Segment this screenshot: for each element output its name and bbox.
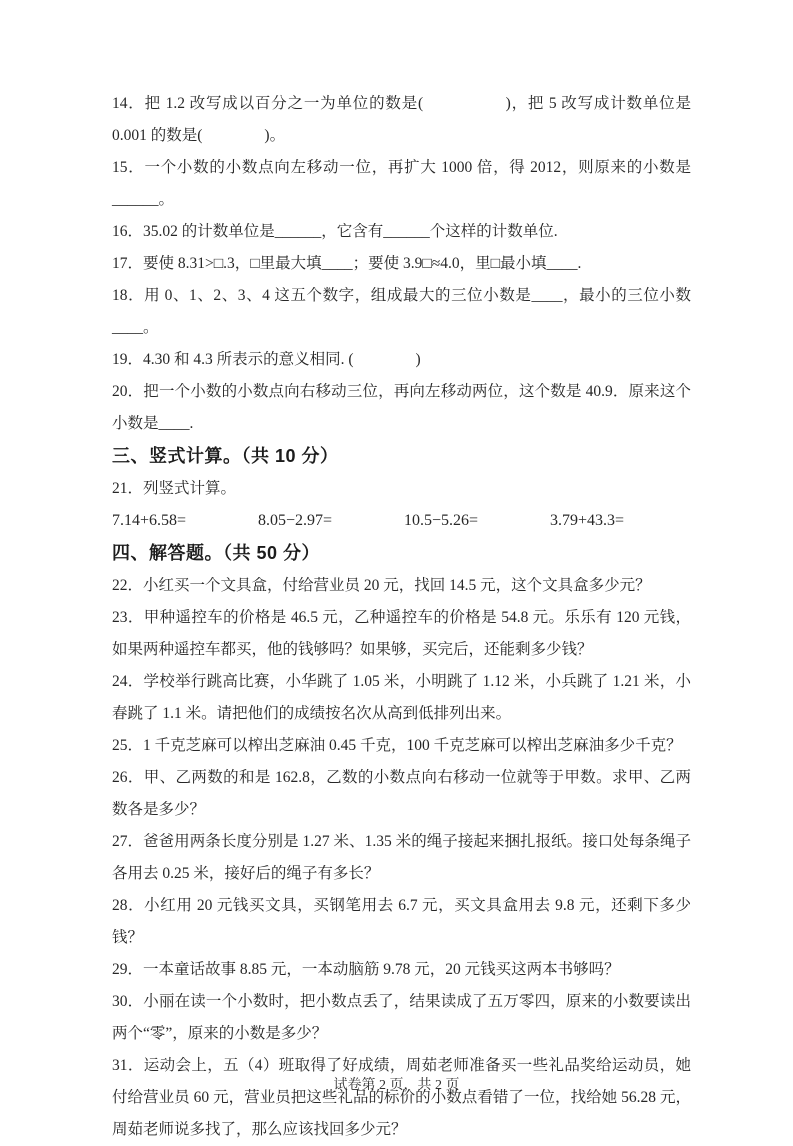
section-3-heading: 三、竖式计算。（共 10 分） — [112, 446, 339, 466]
question-27: 27．爸爸用两条长度分别是 1.27 米、1.35 米的绳子接起来捆扎报纸。接口处每条绳子各用去 0.25 米，接好后的绳子有多长？ — [112, 833, 691, 882]
question-22: 22．小红买一个文具盒，付给营业员 20 元，找回 14.5 元，这个文具盒多少元？ — [112, 577, 651, 594]
question-26: 26．甲、乙两数的和是 162.8，乙数的小数点向右移动一位就等于甲数。求甲、乙两数各是多少？ — [112, 769, 691, 818]
question-15: 15．一个小数的小数点向左移动一位，再扩大 1000 倍，得 2012，则原来的小数是______。 — [112, 159, 691, 208]
question-28: 28．小红用 20 元钱买文具，买钢笔用去 6.7 元，买文具盒用去 9.8 元，还剩下多少钱？ — [112, 897, 691, 946]
question-21-label: 21．列竖式计算。 — [112, 480, 237, 497]
question-14: 14．把 1.2 改写成以百分之一为单位的数是( )，把 5 改写成计数单位是 0.001 的数是( )。 — [112, 95, 691, 144]
question-24: 24．学校举行跳高比赛，小华跳了 1.05 米，小明跳了 1.12 米，小兵跳了 1.21 米，小春跳了 1.1 米。请把他们的成绩按名次从高到低排列出来。 — [112, 673, 691, 722]
question-31: 31．运动会上，五（4）班取得了好成绩，周茹老师准备买一些礼品奖给运动员，她付给营业员 60 元，营业员把这些礼品的标价的小数点看错了一位，找给她 56.28 元，周茹老师说多找了，那么应该找回多少元？ — [112, 1057, 691, 1138]
question-20: 20．把一个小数的小数点向右移动三位，再向左移动两位，这个数是 40.9．原来这个小数是____. — [112, 383, 691, 432]
question-17: 17．要使 8.31>□.3，□里最大填____；要使 3.9□≈4.0，里□最小填____. — [112, 255, 582, 272]
expression-4: 3.79+43.3= — [549, 512, 624, 529]
question-25: 25．1 千克芝麻可以榨出芝麻油 0.45 千克，100 千克芝麻可以榨出芝麻油多少千克？ — [112, 737, 682, 754]
vertical-calculation-expressions — [112, 505, 624, 537]
question-23: 23．甲种遥控车的价格是 46.5 元，乙种遥控车的价格是 54.8 元。乐乐有 120 元钱，如果两种遥控车都买，他的钱够吗？如果够，买完后，还能剩多少钱？ — [112, 609, 691, 658]
question-18: 18．用 0、1、2、3、4 这五个数字，组成最大的三位小数是____，最小的三位小数____。 — [112, 287, 691, 336]
question-30: 30．小丽在读一个小数时，把小数点丢了，结果读成了五万零四，原来的小数要读出两个“零”，原来的小数是多少？ — [112, 993, 691, 1042]
question-19: 19．4.30 和 4.3 所表示的意义相同. ( ) — [112, 351, 421, 368]
page-number-text: 试卷第 2 页，共 2 页 — [333, 1078, 460, 1093]
section-4-heading: 四、解答题。（共 50 分） — [112, 543, 321, 563]
question-29: 29．一本童话故事 8.85 元，一本动脑筋 9.78 元，20 元钱买这两本书够吗？ — [112, 961, 620, 978]
page-footer — [0, 1074, 793, 1094]
expression-3: 10.5−5.26= — [403, 512, 479, 529]
expression-2: 8.05−2.97= — [257, 512, 333, 529]
expression-1: 7.14+6.58= — [112, 512, 187, 529]
question-16: 16．35.02 的计数单位是______，它含有______个这样的计数单位. — [112, 223, 558, 240]
page-content — [112, 88, 691, 1146]
